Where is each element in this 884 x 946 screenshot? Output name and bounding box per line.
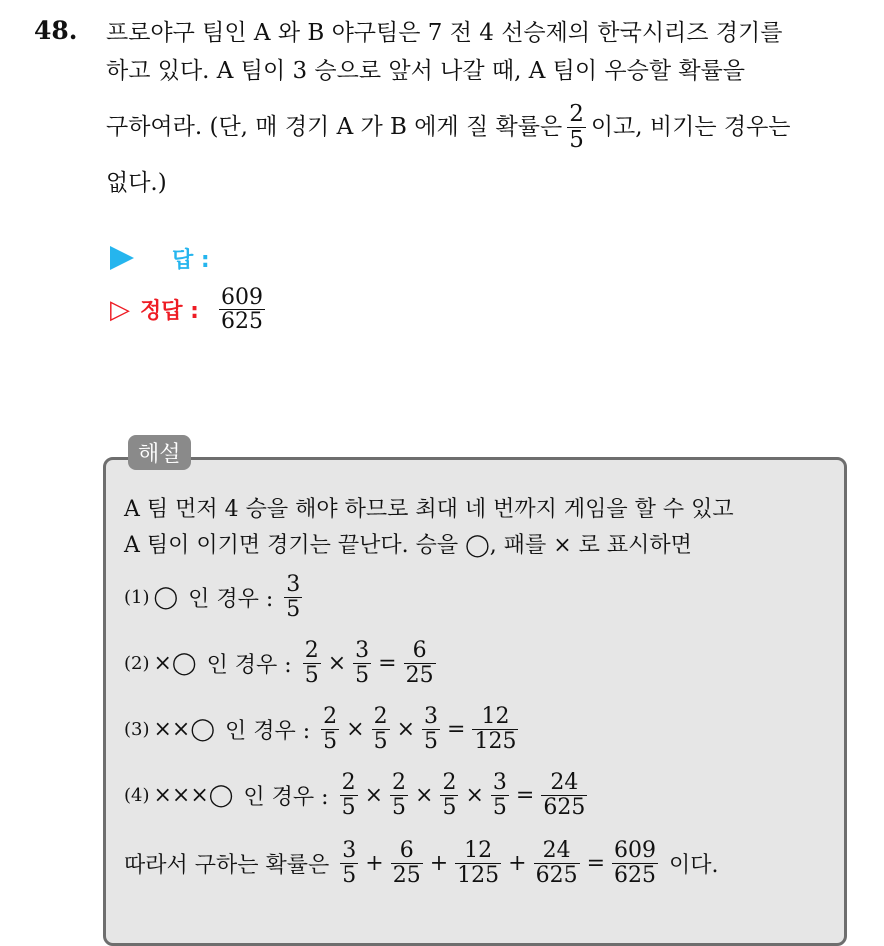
problem-line-3-after: 이고, 비기는 경우는 (590, 114, 791, 140)
equals-sign: = (378, 650, 397, 676)
fraction-numerator: 3 (355, 638, 370, 664)
fraction (391, 839, 423, 886)
plus-sign: + (508, 850, 527, 876)
case-index: (4) (124, 784, 150, 806)
solution-intro-1: A 팀 먼저 4 승을 해야 하므로 최대 네 번까지 게임을 할 수 있고 (124, 497, 734, 522)
fraction-denominator: 5 (392, 794, 407, 820)
equals-sign: = (515, 782, 535, 808)
fraction-denominator: 625 (543, 794, 586, 820)
fraction-denominator: 5 (492, 794, 507, 820)
fraction-numerator: 609 (220, 285, 263, 310)
fraction-numerator: 24 (550, 770, 579, 796)
fraction-numerator: 3 (286, 572, 301, 598)
times-sign: × (415, 782, 434, 808)
fraction (422, 705, 440, 752)
fraction-numerator: 12 (481, 704, 510, 730)
case-label: 인 경우 : (225, 718, 311, 744)
case-row-1 (124, 564, 844, 630)
plus-sign: + (429, 850, 449, 876)
fraction (534, 839, 580, 886)
fraction (390, 771, 408, 818)
fraction-denominator: 5 (286, 596, 301, 622)
fraction-numerator: 6 (399, 838, 414, 864)
fraction-numerator: 2 (341, 770, 356, 796)
times-sign: × (364, 782, 384, 808)
solution-cases (124, 564, 844, 828)
case-marks: ×◯ (153, 650, 197, 676)
fraction-denominator: 25 (405, 662, 434, 688)
case-row-3 (124, 696, 844, 762)
plus-sign: + (365, 850, 384, 876)
fraction-denominator: 625 (535, 862, 578, 888)
fraction-numerator: 3 (424, 704, 439, 730)
fraction (321, 705, 339, 752)
fraction-denominator: 5 (355, 662, 370, 688)
case-index: (3) (124, 718, 150, 740)
fraction (372, 705, 390, 752)
fraction-denominator: 625 (220, 309, 263, 335)
problem-line-2: 하고 있다. A 팀이 3 승으로 앞서 나갈 때, A 팀이 우승할 확률을 (106, 58, 746, 84)
fraction (472, 705, 518, 752)
solution-content (124, 492, 844, 898)
problem-line-3 (106, 90, 866, 164)
fraction-numerator: 3 (492, 770, 507, 796)
answer-label: 답 : (172, 247, 210, 273)
times-sign: × (327, 650, 347, 676)
fraction (612, 839, 658, 886)
solution-tab: 해설 (128, 435, 191, 470)
fraction-numerator: 2 (569, 101, 584, 128)
fraction-denominator: 5 (323, 728, 338, 754)
fraction-denominator: 5 (341, 794, 356, 820)
fraction-numerator: 2 (442, 770, 457, 796)
problem-number: 48. (34, 16, 78, 45)
fraction-numerator: 2 (392, 770, 407, 796)
answer-section (110, 236, 270, 333)
fraction-denominator: 5 (569, 126, 584, 153)
equals-sign: = (447, 716, 466, 742)
case-label: 인 경우 : (188, 586, 274, 612)
case-label: 인 경우 : (206, 652, 292, 678)
fraction-numerator: 2 (304, 638, 319, 664)
problem-line-1: 프로야구 팀인 A 와 B 야구팀은 7 전 4 선승제의 한국시리즈 경기를 (106, 20, 783, 46)
problem-text (106, 14, 866, 202)
play-arrow-icon (110, 246, 134, 270)
fraction-denominator: 5 (442, 794, 457, 820)
fraction (340, 771, 358, 818)
fraction-denominator: 5 (304, 662, 319, 688)
solution-final (124, 828, 844, 898)
fraction (303, 639, 321, 686)
fraction-denominator: 5 (424, 728, 439, 754)
fraction (404, 639, 436, 686)
final-prefix: 따라서 구하는 확률은 (124, 852, 330, 878)
final-suffix: 이다. (669, 852, 719, 878)
fraction-denominator: 125 (457, 862, 500, 888)
times-sign: × (396, 716, 416, 742)
problem-line-3-before: 구하여라. (단, 매 경기 A 가 B 에게 질 확률은 (106, 114, 563, 140)
fraction-denominator: 5 (342, 862, 357, 888)
fraction (455, 839, 501, 886)
lose-probability-fraction (567, 102, 586, 151)
correct-answer-fraction (219, 286, 265, 333)
fraction-denominator: 5 (373, 728, 388, 754)
solution-intro-2: A 팀이 이기면 경기는 끝난다. 승을 ◯, 패를 × 로 표시하면 (124, 533, 692, 558)
fraction-numerator: 3 (342, 838, 357, 864)
correct-answer-label: 정답 : (140, 299, 199, 325)
fraction (284, 573, 302, 620)
fraction-numerator: 2 (323, 704, 338, 730)
fraction-numerator: 12 (464, 838, 493, 864)
case-label: 인 경우 : (243, 784, 329, 810)
times-sign: × (465, 782, 484, 808)
fraction-numerator: 2 (373, 704, 388, 730)
fraction-denominator: 125 (474, 728, 517, 754)
answer-row (110, 236, 270, 280)
outline-arrow-icon: ▷ (110, 294, 130, 325)
case-row-4 (124, 762, 844, 828)
fraction-denominator: 25 (392, 862, 421, 888)
fraction (353, 639, 371, 686)
fraction (340, 839, 358, 886)
fraction (541, 771, 587, 818)
fraction-numerator: 6 (412, 638, 427, 664)
fraction (440, 771, 458, 818)
case-marks: ◯ (153, 584, 179, 610)
correct-answer-row (110, 286, 270, 333)
fraction (491, 771, 509, 818)
problem-line-4: 없다.) (106, 170, 167, 196)
case-row-2 (124, 630, 844, 696)
case-index: (1) (124, 586, 150, 608)
case-marks: ×××◯ (153, 782, 234, 808)
equals-sign: = (586, 850, 606, 876)
fraction-denominator: 625 (614, 862, 657, 888)
case-index: (2) (124, 652, 150, 674)
fraction-numerator: 24 (542, 838, 571, 864)
case-marks: ××◯ (153, 716, 215, 742)
times-sign: × (346, 716, 365, 742)
fraction-numerator: 609 (614, 838, 657, 864)
